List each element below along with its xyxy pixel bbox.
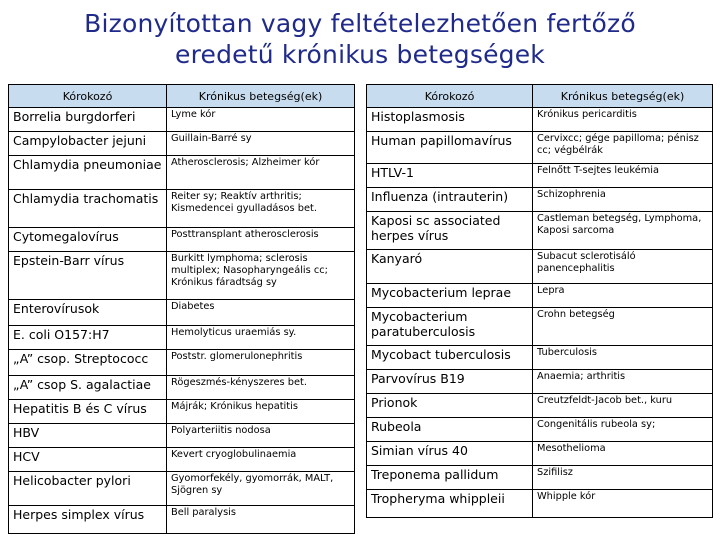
table-row [9,448,355,472]
pathogen-cell: Rubeola [367,418,533,442]
disease-cell: Diabetes [167,300,355,326]
pathogen-cell: Prionok [367,394,533,418]
table-row [9,156,355,190]
pathogen-cell: Tropheryma whippleii [367,490,533,518]
table-row [367,346,713,370]
pathogen-cell: Kanyaró [367,250,533,284]
table-row [367,442,713,466]
pathogen-cell: Campylobacter jejuni [9,132,167,156]
pathogen-cell: HBV [9,424,167,448]
disease-cell: Congenitális rubeola sy; [533,418,713,442]
table-row [367,250,713,284]
table-row [9,252,355,300]
table-row [367,490,713,518]
disease-cell: Castleman betegség, Lymphoma, Kaposi sarcoma [533,212,713,250]
disease-cell: Kevert cryoglobulinaemia [167,448,355,472]
table-row [9,400,355,424]
disease-cell: Felnőtt T-sejtes leukémia [533,164,713,188]
pathogen-cell: Human papillomavírus [367,132,533,164]
disease-cell: Creutzfeldt-Jacob bet., kuru [533,394,713,418]
pathogen-cell: E. coli O157:H7 [9,326,167,350]
disease-cell: Cervixcc; gége papilloma; pénisz cc; végbélrák [533,132,713,164]
table-row [367,466,713,490]
disease-cell: Anaemia; arthritis [533,370,713,394]
pathogen-cell: Hepatitis B és C vírus [9,400,167,424]
header-disease: Krónikus betegség(ek) [533,85,713,108]
pathogen-cell: Mycobacterium paratuberculosis [367,308,533,346]
disease-cell: Májrák; Krónikus hepatitis [167,400,355,424]
table-row [367,188,713,212]
table-row [367,308,713,346]
table-row [9,300,355,326]
pathogen-cell: „A” csop S. agalactiae [9,376,167,400]
pathogen-cell: „A” csop. Streptococc [9,350,167,376]
disease-cell: Lyme kór [167,108,355,132]
pathogen-cell: Simian vírus 40 [367,442,533,466]
table-header-row [9,85,355,108]
disease-cell: Reiter sy; Reaktív arthritis; Kismedencei gyulladásos bet. [167,190,355,228]
pathogen-cell: Enterovírusok [9,300,167,326]
table-row [9,376,355,400]
pathogen-cell: Influenza (intrauterin) [367,188,533,212]
pathogen-cell: Kaposi sc associated herpes vírus [367,212,533,250]
disease-cell: Subacut sclerotisáló panencephalitis [533,250,713,284]
disease-cell: Lepra [533,284,713,308]
page-title [0,8,720,70]
pathogen-cell: Treponema pallidum [367,466,533,490]
disease-cell: Szifilisz [533,466,713,490]
left-table-body [9,108,355,534]
table-row [367,164,713,188]
disease-cell: Bell paralysis [167,506,355,534]
disease-cell: Crohn betegség [533,308,713,346]
pathogen-cell: HTLV-1 [367,164,533,188]
table-row [367,370,713,394]
disease-cell: Rögeszmés-kényszeres bet. [167,376,355,400]
table-row [367,132,713,164]
header-pathogen: Kórokozó [9,85,167,108]
disease-cell: Whipple kór [533,490,713,518]
pathogen-cell: Mycobacterium leprae [367,284,533,308]
pathogen-cell: Chlamydia pneumoniae [9,156,167,190]
title-line-1: Bizonyítottan vagy feltételezhetően fertőző [84,9,636,38]
disease-cell: Tuberculosis [533,346,713,370]
table-row [9,326,355,350]
table-row [367,108,713,132]
table-row [367,212,713,250]
left-table [8,84,355,534]
table-row [9,228,355,252]
pathogen-cell: Parvovírus B19 [367,370,533,394]
header-pathogen: Kórokozó [367,85,533,108]
table-row [367,284,713,308]
pathogen-cell: HCV [9,448,167,472]
pathogen-cell: Borrelia burgdorferi [9,108,167,132]
header-disease: Krónikus betegség(ek) [167,85,355,108]
disease-cell: Atherosclerosis; Alzheimer kór [167,156,355,190]
disease-cell: Posttransplant atherosclerosis [167,228,355,252]
right-table-body [367,108,713,518]
title-line-2: eredetű krónikus betegségek [175,40,545,69]
table-row [9,132,355,156]
table-row [9,506,355,534]
table-row [367,418,713,442]
disease-cell: Polyarteriitis nodosa [167,424,355,448]
pathogen-cell: Helicobacter pylori [9,472,167,506]
right-table [366,84,713,518]
table-row [9,108,355,132]
table-row [9,424,355,448]
pathogen-cell: Herpes simplex vírus [9,506,167,534]
pathogen-cell: Histoplasmosis [367,108,533,132]
table-row [9,350,355,376]
pathogen-cell: Chlamydia trachomatis [9,190,167,228]
table-header-row [367,85,713,108]
disease-cell: Gyomorfekély, gyomorrák, MALT, Sjögren sy [167,472,355,506]
pathogen-cell: Cytomegalovírus [9,228,167,252]
disease-cell: Mesothelioma [533,442,713,466]
disease-cell: Guillain-Barré sy [167,132,355,156]
disease-cell: Poststr. glomerulonephritis [167,350,355,376]
table-row [9,472,355,506]
disease-cell: Krónikus pericarditis [533,108,713,132]
disease-cell: Schizophrenia [533,188,713,212]
pathogen-cell: Epstein-Barr vírus [9,252,167,300]
table-row [9,190,355,228]
disease-cell: Burkitt lymphoma; sclerosis multiplex; Nasopharyngeális cc; Krónikus fáradtság sy [167,252,355,300]
disease-cell: Hemolyticus uraemiás sy. [167,326,355,350]
table-row [367,394,713,418]
pathogen-cell: Mycobact tuberculosis [367,346,533,370]
